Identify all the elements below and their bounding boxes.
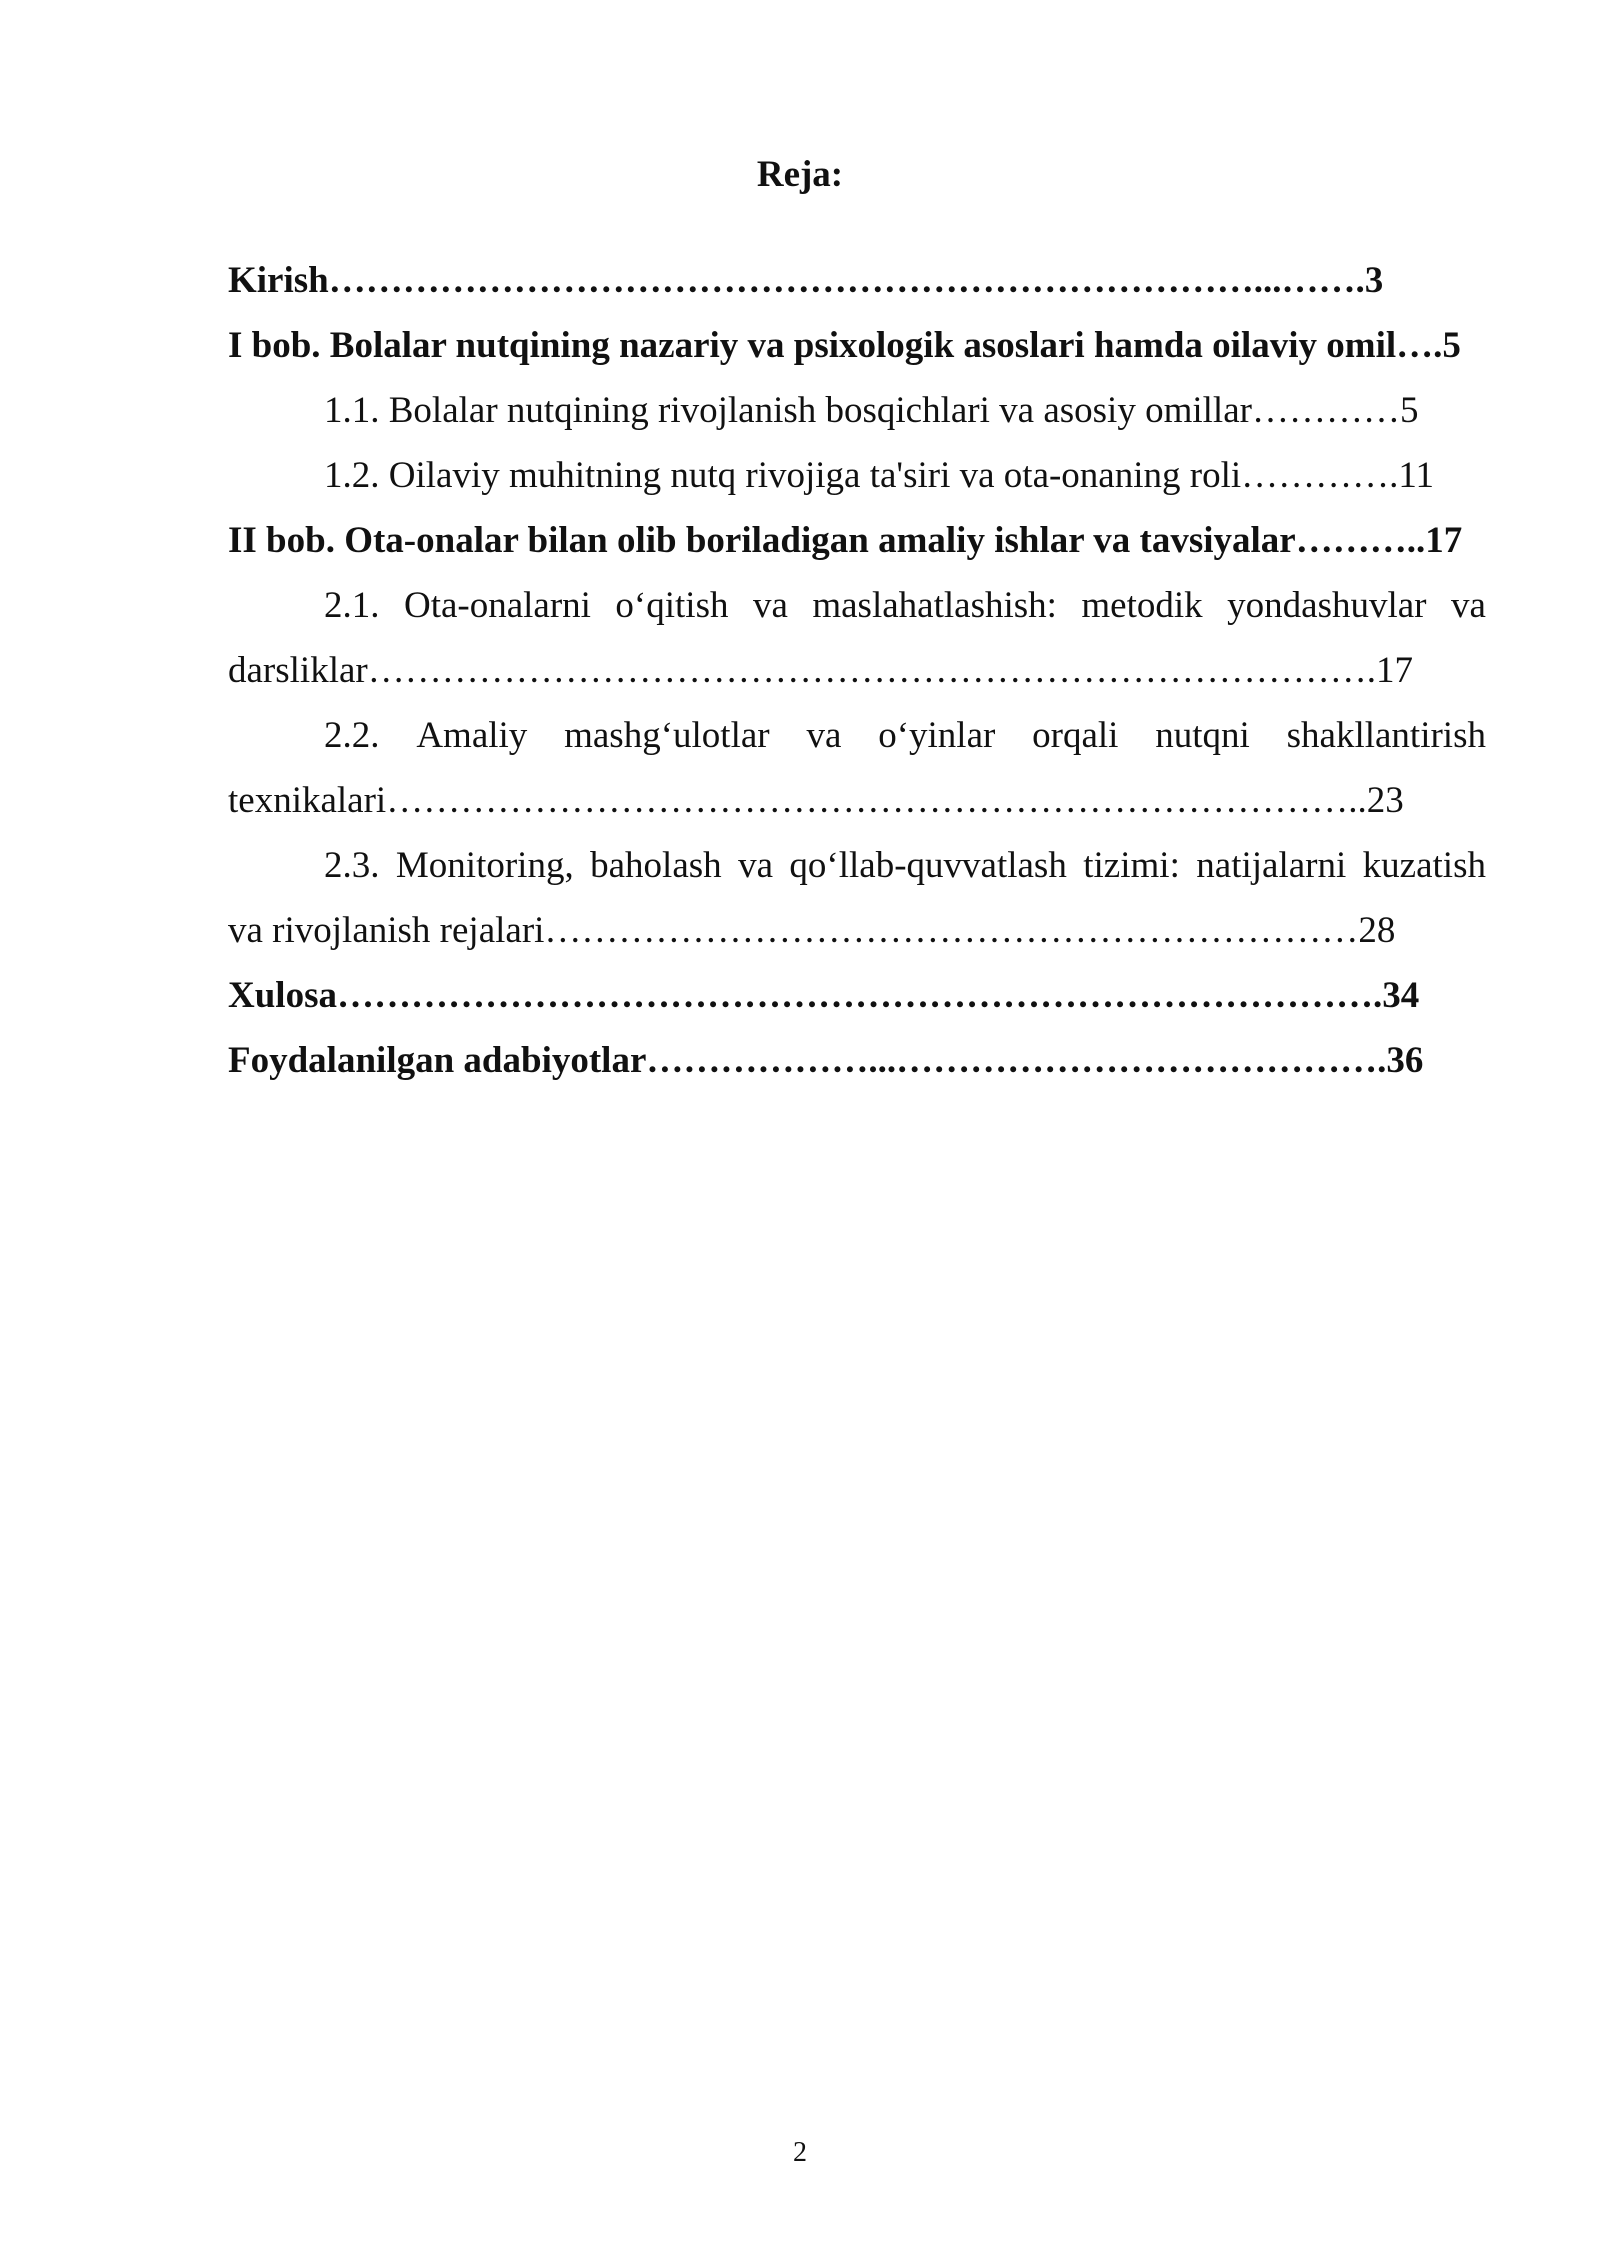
toc-entry-section-1-1: 1.1. Bolalar nutqining rivojlanish bosqichlari va asosiy omillar…………5 bbox=[324, 390, 1419, 431]
toc-word: Monitoring, bbox=[395, 845, 574, 886]
toc-word: 2.1. bbox=[324, 585, 380, 626]
toc-entry-chapter-2: II bob. Ota-onalar bilan olib boriladigan amaliy ishlar va tavsiyalar………..17 bbox=[228, 520, 1463, 561]
toc-word: nutqni bbox=[1155, 715, 1250, 756]
toc-entry-section-2-2-continued: texnikalari……………………………………………………………………..23 bbox=[228, 780, 1404, 821]
toc-word: 2.2. bbox=[324, 715, 380, 756]
toc-entry-section-2-3 bbox=[228, 833, 1486, 898]
toc-word: metodik bbox=[1081, 585, 1203, 626]
toc-word: natijalarni bbox=[1196, 845, 1347, 886]
toc-word: va bbox=[1450, 585, 1486, 626]
table-of-contents bbox=[228, 248, 1486, 1093]
toc-entry-section-2-3-continued: va rivojlanish rejalari…………………………………………………………28 bbox=[228, 910, 1396, 951]
toc-entry-xulosa: Xulosa………………………………………………………………………….34 bbox=[228, 975, 1420, 1016]
toc-entry-chapter-1: I bob. Bolalar nutqining nazariy va psixologik asoslari hamda oilaviy omil….5 bbox=[228, 325, 1461, 366]
toc-word: tizimi: bbox=[1083, 845, 1180, 886]
toc-word: yondashuvlar bbox=[1227, 585, 1427, 626]
toc-entry-adabiyotlar: Foydalanilgan adabiyotlar………………...………………………………….36 bbox=[228, 1040, 1424, 1081]
page-number: 2 bbox=[793, 2137, 807, 2168]
toc-word: va bbox=[738, 845, 773, 886]
toc-entry-section-2-2 bbox=[228, 703, 1486, 768]
toc-word: shakllantirish bbox=[1286, 715, 1486, 756]
toc-entry-section-2-1-continued: darsliklar……………………………………………………………………….17 bbox=[228, 650, 1413, 691]
toc-word: Amaliy bbox=[416, 715, 528, 756]
toc-word: baholash bbox=[590, 845, 722, 886]
page-title: Reja: bbox=[756, 154, 844, 195]
toc-word: o‘yinlar bbox=[878, 715, 996, 756]
toc-word: mashg‘ulotlar bbox=[564, 715, 770, 756]
toc-word: qo‘llab-quvvatlash bbox=[789, 845, 1067, 886]
toc-word: va bbox=[806, 715, 842, 756]
toc-entry-section-1-2: 1.2. Oilaviy muhitning nutq rivojiga ta'siri va ota-onaning roli………….11 bbox=[324, 455, 1435, 496]
toc-entry-kirish: Kirish…………………………………………………………………...…….3 bbox=[228, 260, 1384, 301]
toc-word: maslahatlashish: bbox=[812, 585, 1057, 626]
toc-word: 2.3. bbox=[324, 845, 380, 886]
toc-word: kuzatish bbox=[1362, 845, 1486, 886]
toc-word: orqali bbox=[1032, 715, 1119, 756]
toc-word: Ota-onalarni bbox=[403, 585, 591, 626]
toc-word: va bbox=[752, 585, 788, 626]
toc-entry-section-2-1 bbox=[228, 573, 1486, 638]
toc-word: o‘qitish bbox=[615, 585, 729, 626]
